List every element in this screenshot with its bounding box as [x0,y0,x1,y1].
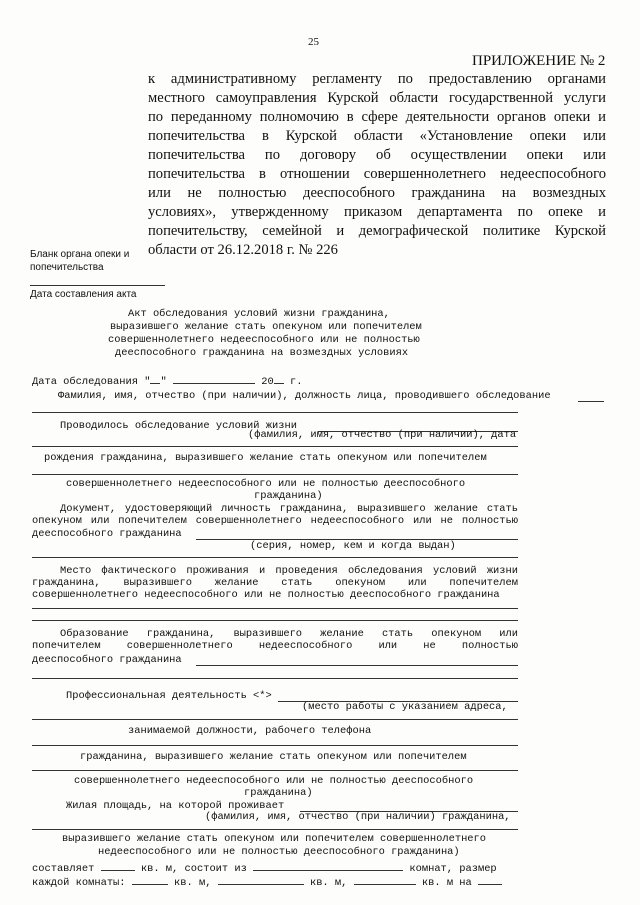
form-rule[interactable] [32,412,518,413]
act-title-line: дееспособного гражданина на возмездных условиях [115,347,409,359]
room-3-unit: кв. м на [421,877,472,889]
area-blank[interactable] [101,861,135,871]
area-label: составляет [32,863,95,875]
form-rule[interactable] [32,719,518,720]
profession-label: Профессиональная деятельность <*> [66,690,272,702]
education-line: дееспособного гражданина [32,654,182,666]
act-title-line: Акт обследования условий жизни гражданина, [128,308,390,320]
form-rule[interactable] [32,474,518,475]
residence-line: гражданина, выразившего желание стать опекуном или попечителем [32,577,518,589]
living-area-hint: (фамилия, имя, отчество (при наличии) гражданина, [205,811,511,823]
form-rule[interactable] [32,745,518,746]
blank-rule [30,285,165,286]
header-line: условиях», утвержденному приказом департамента по опеке и [148,204,606,220]
appendix-title: ПРИЛОЖЕНИЕ № 2 [472,53,606,69]
survey-label: Проводилось обследование условий жизни [60,420,297,432]
header-line: по переданному полномочию в сфере деятельности органов опеки и [148,109,606,125]
education-line: попечителем совершеннолетнего недееспособного или не полностью [32,640,518,652]
header-line: попечительства по договору об осуществлении опеки или [148,147,606,163]
page-number: 25 [308,36,319,48]
profession-hint-4: совершеннолетнего недееспособного или не полностью дееспособного [74,775,474,787]
date-year: 20 [261,376,274,388]
form-rule[interactable] [32,678,518,679]
area-size-label: комнат, размер [409,863,497,875]
inspector-label: Фамилия, имя, отчество (при наличии), должность лица, проводившего обследование [58,390,551,402]
birth-hint: рождения гражданина, выразившего желание стать опекуном или попечителем [44,452,487,464]
blank-label: Бланк органа опеки и [30,249,130,260]
id-doc-hint: (серия, номер, кем и когда выдан) [250,540,456,552]
month-blank[interactable] [173,374,255,384]
form-rule[interactable] [32,770,518,771]
room-extra-blank[interactable] [478,875,502,885]
survey-date-line [32,374,302,388]
profession-hint-5: гражданина) [244,787,313,799]
room-1-blank[interactable] [132,875,168,885]
survey-hint: (фамилия, имя, отчество (при наличии), дата [248,429,517,441]
form-rule[interactable] [32,446,518,447]
rooms-count-blank[interactable] [253,861,403,871]
blank-label-2: попечительства [30,262,104,273]
room-3-blank[interactable] [354,875,416,885]
rooms-line [32,875,502,889]
header-line: попечительству, семейной и демографической политике Курской [148,223,606,239]
header-line: или не полностью дееспособного гражданина на возмездных [148,185,606,201]
form-rule[interactable] [32,829,518,830]
inspector-blank[interactable] [578,401,604,402]
education-blank[interactable] [196,665,518,666]
header-line: попечительства в отношении совершеннолетнего недееспособного [148,166,606,182]
living-area-hint-3: недееспособного или не полностью дееспособного гражданина) [98,846,460,858]
id-doc-line: Документ, удостоверяющий личность гражданина, выразившего желание стать [60,503,518,515]
date-prefix: Дата обследования " [32,376,151,388]
date-suffix: г. [289,376,303,388]
form-rule[interactable] [32,557,518,558]
date-mid: " [160,376,167,388]
ward-hint-2: гражданина) [254,490,323,502]
living-area-label: Жилая площадь, на которой проживает [66,800,285,812]
residence-line: совершеннолетнего недееспособного или не полностью дееспособного гражданина [32,589,500,601]
rooms-label: каждой комнаты: [32,877,126,889]
date-composed-label: Дата составления акта [30,289,137,300]
id-doc-line: дееспособного гражданина [32,528,182,540]
profession-hint: (место работы с указанием адреса, [302,701,508,713]
form-rule[interactable] [32,620,518,621]
area-rooms-label: кв. м, состоит из [140,863,247,875]
form-rule[interactable] [32,608,518,609]
living-area-hint-2: выразившего желание стать опекуном или попечителем совершеннолетнего [62,833,487,845]
header-line: попечительства в Курской области «Установление опеки или [148,128,606,144]
header-line: местного самоуправления Курской области государственной услуги [148,90,606,106]
header-line: к административному регламенту по предоставлению органами [148,71,606,87]
residence-line: Место фактического проживания и проведения обследования условий жизни [60,565,518,577]
act-title-line: выразившего желание стать опекуном или попечителем [110,321,422,333]
ward-hint: совершеннолетнего недееспособного или не полностью дееспособного [66,478,466,490]
header-line: области от 26.12.2018 г. № 226 [148,242,338,258]
id-doc-line: опекуном или попечителем совершеннолетнего недееспособного или не полностью [32,515,518,527]
profession-hint-3: гражданина, выразившего желание стать опекуном или попечителем [80,751,467,763]
education-line: Образование гражданина, выразившего желание стать опекуном или [60,628,518,640]
room-2-unit: кв. м, [309,877,348,889]
day-blank[interactable] [150,374,160,384]
area-line [32,861,497,875]
year-blank[interactable] [274,374,284,384]
room-2-blank[interactable] [218,875,304,885]
act-title-line: совершеннолетнего недееспособного или не полностью [108,334,420,346]
room-1-unit: кв. м, [174,877,212,889]
profession-hint-2: занимаемой должности, рабочего телефона [128,725,372,737]
